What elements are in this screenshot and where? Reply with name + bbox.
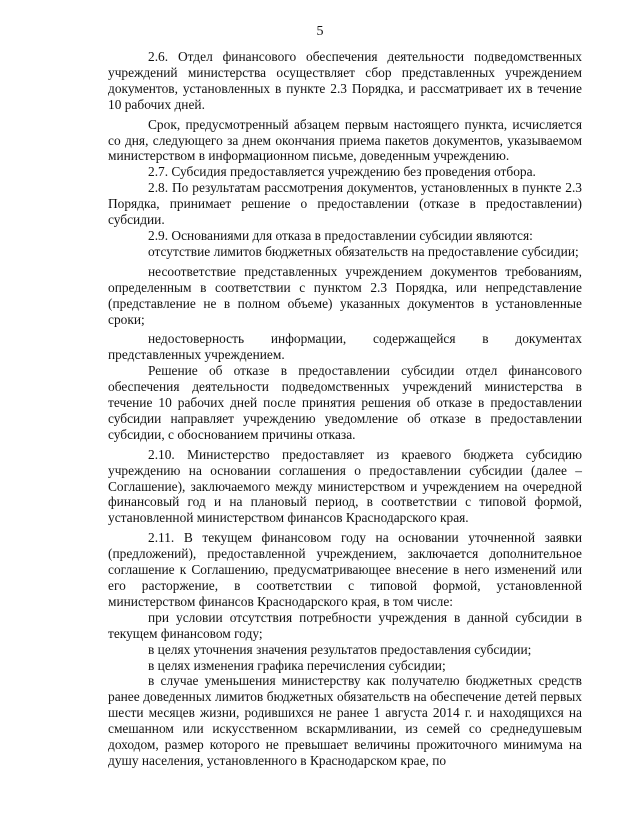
list-item-no-need: при условии отсутствия потребности учреждения в данной субсидии в текущем финансовом году;	[108, 609, 582, 641]
list-item-unreliable-info: недостоверность информации, содержащейся в документах представленных учреждением.	[108, 331, 582, 363]
paragraph-2-10: 2.10. Министерство предоставляет из краевого бюджета субсидию учреждению на основании соглашения о предоставлении субсидии (далее – Соглашение), заключаемого между министерством и учреждением на очередной финансовый год и на плановый период, в соответствии с типовой формой, установленной министерством финансов Краснодарского края.	[108, 446, 582, 526]
paragraph-term: Срок, предусмотренный абзацем первым настоящего пункта, исчисляется со дня, следующего за днем окончания приема пакетов документов, указываемом министерством в информационном письме, доведенным учреждению.	[108, 116, 582, 164]
list-item-limits: отсутствие лимитов бюджетных обязательств на предоставление субсидии;	[148, 243, 579, 259]
list-item-change-schedule: в целях изменения графика перечисления субсидии;	[148, 657, 446, 673]
document-body	[108, 49, 582, 769]
paragraph-2-11: 2.11. В текущем финансовом году на основании уточненной заявки (предложений), предоставленной учреждением, заключается дополнительное соглашение к Соглашению, предусматривающее внесение в него изменений или его расторжение, в соответствии с типовой формой, установленной министерством финансов Краснодарского края, в том числе:	[108, 530, 582, 609]
paragraph-2-8: 2.8. По результатам рассмотрения документов, установленных в пункте 2.3 Порядка, принимает решение о предоставлении (отказе в предоставлении) субсидии.	[108, 180, 582, 228]
page-number: 5	[316, 24, 324, 39]
list-item-clarify-results: в целях уточнения значения результатов предоставления субсидии;	[148, 641, 532, 657]
paragraph-2-9: 2.9. Основаниями для отказа в предоставлении субсидии являются:	[148, 227, 533, 243]
paragraph-refusal-decision: Решение об отказе в предоставлении субсидии отдел финансового обеспечения деятельности подведомственных учреждений министерства в течение 10 рабочих дней после принятия решения об отказе в предоставлении субсидии направляет учреждению уведомление об отказе в предоставлении субсидии, с обоснованием причины отказа.	[108, 363, 582, 442]
list-item-nonconformity: несоответствие представленных учреждением документов требованиям, определенным в соответствии с пунктом 2.3 Порядка, или непредставление (представление не в полном объеме) указанных документов в установленные сроки;	[108, 263, 582, 327]
paragraph-2-6: 2.6. Отдел финансового обеспечения деятельности подведомственных учреждений министерства осуществляет сбор представленных учреждением документов, установленных в пункте 2.3 Порядка, и рассматривает их в течение 10 рабочих дней.	[108, 49, 582, 112]
list-item-reduction: в случае уменьшения министерству как получателю бюджетных средств ранее доведенных лимитов бюджетных обязательств на обеспечение детей первых шести месяцев жизни, родившихся не ранее 1 августа 2014 г. и находящихся на смешанном или искусственном вскармливании, из семей со среднедушевым доходом, размер которого не превышает величины прожиточного минимума на душу населения, установленного в Краснодарском крае, по	[108, 673, 582, 768]
paragraph-2-7: 2.7. Субсидия предоставляется учреждению без проведения отбора.	[148, 164, 536, 180]
